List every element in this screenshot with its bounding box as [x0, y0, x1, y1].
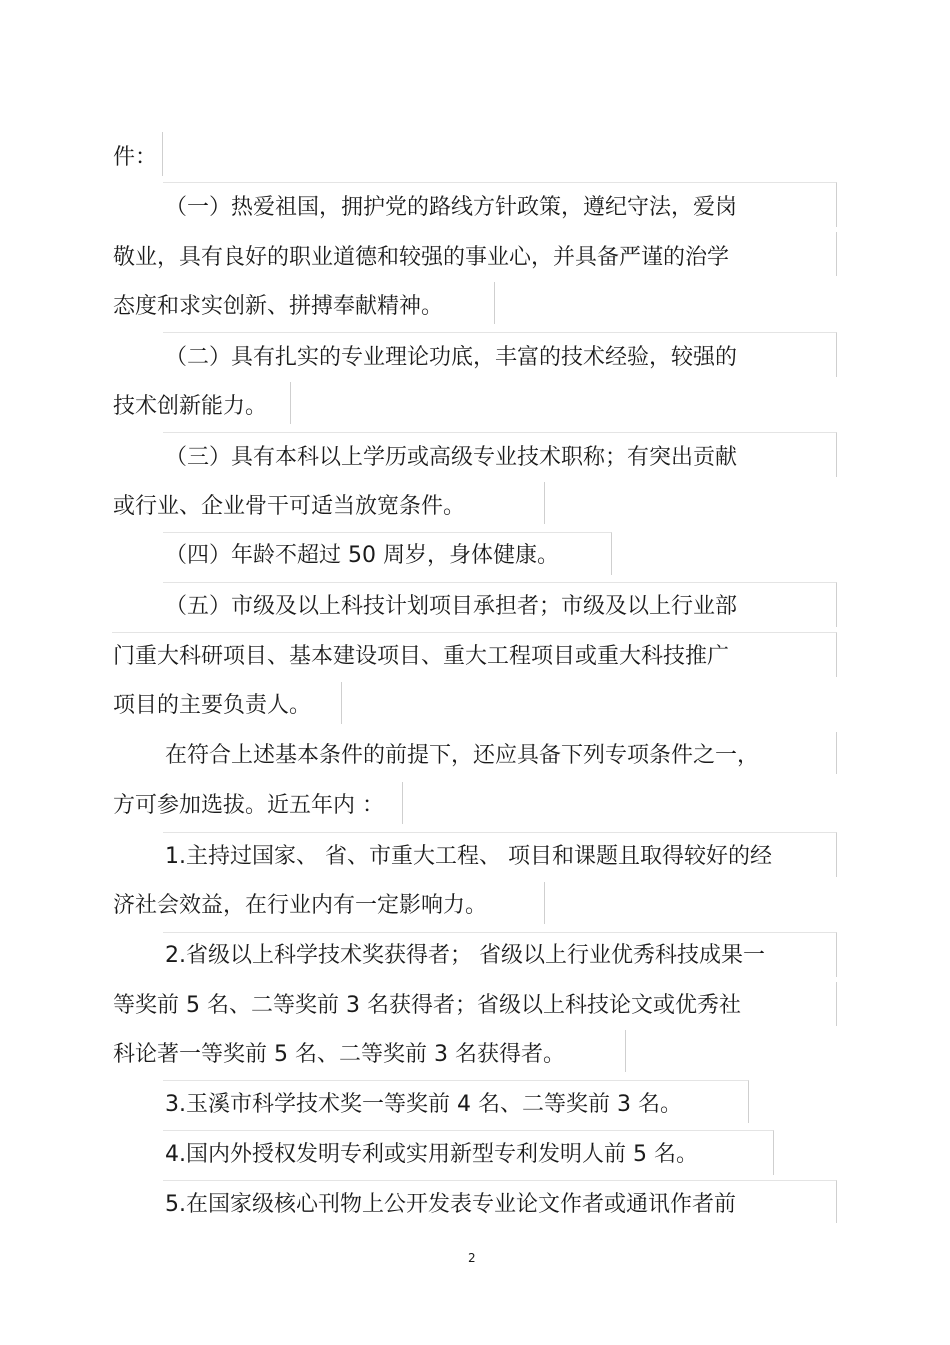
doc-line: 项目的主要负责人。	[113, 693, 312, 718]
doc-line: 2.省级以上科学技术奖获得者； 省级以上行业优秀科技成果一	[165, 943, 765, 968]
doc-line: （四）年龄不超过 50 周岁，身体健康。	[165, 543, 559, 568]
doc-line: 在符合上述基本条件的前提下，还应具备下列专项条件之一，	[165, 743, 760, 768]
doc-line: 门重大科研项目、基本建设项目、重大工程项目或重大科技推广	[113, 644, 730, 669]
doc-line: 1.主持过国家、 省、市重大工程、 项目和课题且取得较好的经	[165, 844, 772, 869]
page-number: 2	[468, 1251, 476, 1265]
doc-line: 或行业、企业骨干可适当放宽条件。	[113, 494, 466, 519]
doc-line: 5.在国家级核心刊物上公开发表专业论文作者或通讯作者前	[165, 1192, 736, 1217]
doc-line: （一）热爱祖国，拥护党的路线方针政策，遵纪守法，爱岗	[165, 195, 738, 220]
doc-line: 敬业，具有良好的职业道德和较强的事业心，并具备严谨的治学	[113, 245, 730, 270]
doc-line: （五）市级及以上科技计划项目承担者；市级及以上行业部	[165, 594, 738, 619]
doc-line: 3.玉溪市科学技术奖一等奖前 4 名、二等奖前 3 名。	[165, 1092, 682, 1117]
doc-line: （二）具有扎实的专业理论功底，丰富的技术经验，较强的	[165, 345, 738, 370]
doc-line: 方可参加选拔。近五年内 ：	[113, 793, 384, 818]
doc-line: 态度和求实创新、拼搏奉献精神。	[113, 294, 444, 319]
doc-line: 技术创新能力。	[113, 394, 268, 419]
doc-line: 等奖前 5 名、二等奖前 3 名获得者；省级以上科技论文或优秀社	[113, 993, 741, 1018]
doc-line: （三）具有本科以上学历或高级专业技术职称；有突出贡献	[165, 445, 738, 470]
doc-line: 济社会效益，在行业内有一定影响力。	[113, 893, 488, 918]
doc-line: 件：	[113, 145, 158, 170]
doc-line: 科论著一等奖前 5 名、二等奖前 3 名获得者。	[113, 1042, 565, 1067]
doc-line: 4.国内外授权发明专利或实用新型专利发明人前 5 名。	[165, 1142, 698, 1167]
